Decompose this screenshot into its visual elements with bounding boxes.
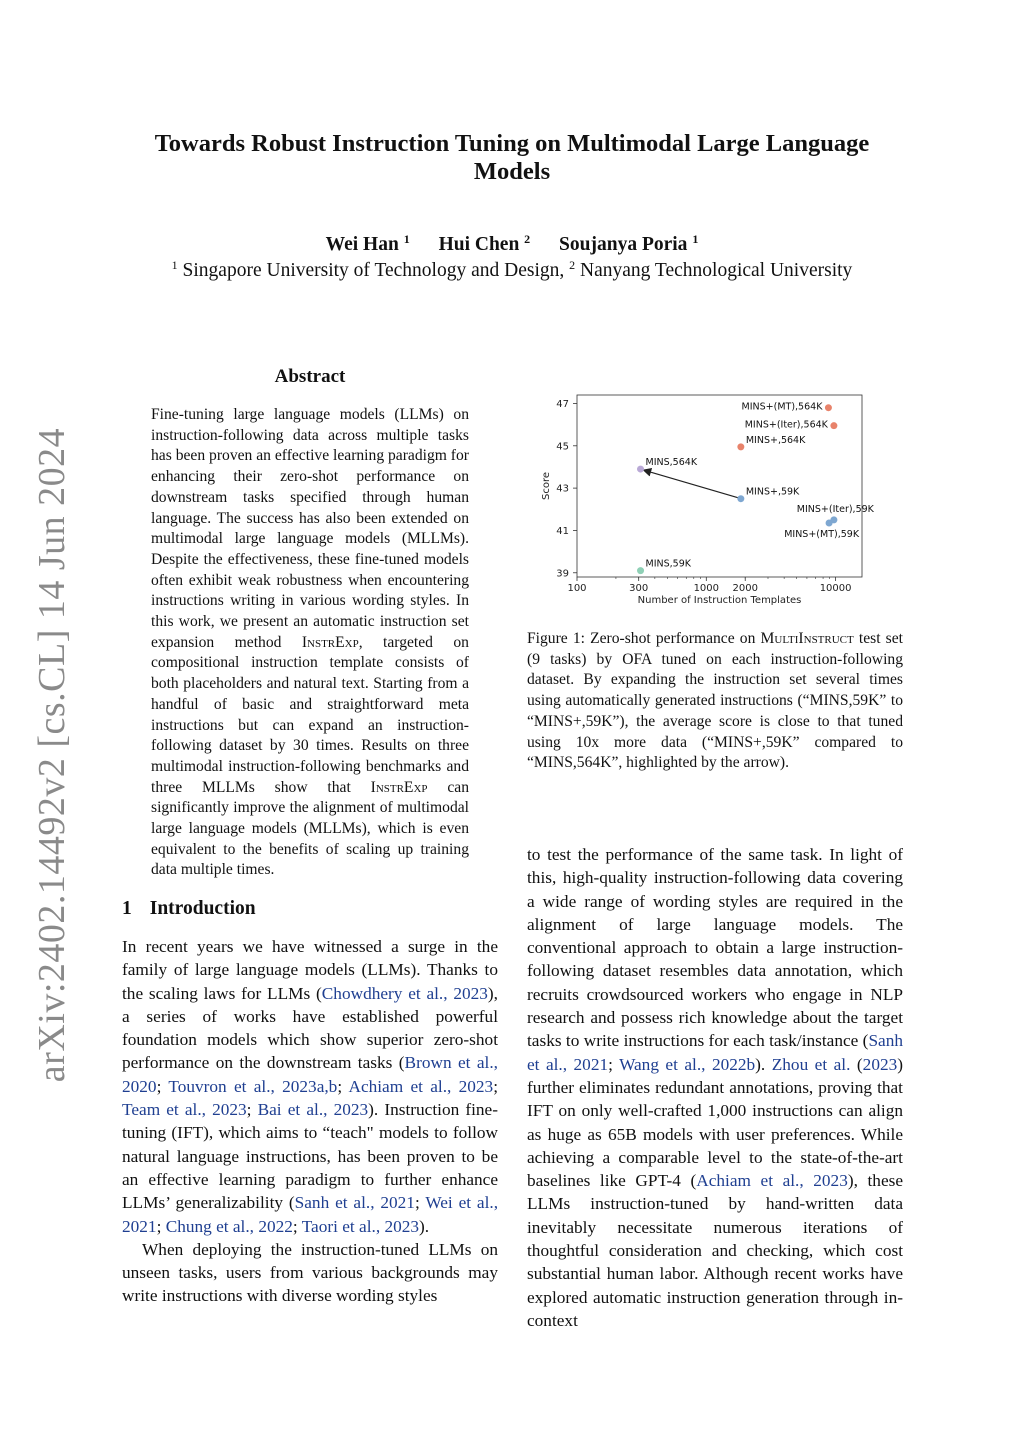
abstract-heading: Abstract: [274, 366, 346, 387]
citation-link[interactable]: Bai et al., 2023: [257, 1100, 369, 1120]
highlight-arrow: [644, 470, 738, 498]
citation-link[interactable]: Touvron et al., 2023a,b: [168, 1076, 338, 1096]
dataset-name: MultiInstruct: [760, 630, 854, 647]
y-tick-label: 41: [556, 525, 569, 537]
abstract-text: Fine-tuning large language models (LLMs) on instruction-following data across multiple tasks has been proven an effective learning paradigm for enhancing their zero-shot performance on downstream tasks specified through human language. The success has also been extended on multimodal large language models (MLLMs). Despite the effectiveness, these fine-tuned models often exhibit weak robustness when encountering instructions writing in various wording styles. In this work, we present an automatic instruction set expansion method InstrExp, targeted on compositional instruction template consists of both placeholders and natural text. Starting from a handful of basic and straightforward meta instructions but can expand an instruction-following dataset by 30 times. Results on three multimodal instruction-following benchmarks and three MLLMs show that InstrExp can significantly improve the alignment of multimodal large language models (MLLMs), which is even equivalent to the benefits of scaling up training data multiple times.: [151, 406, 469, 879]
paper-title: Towards Robust Instruction Tuning on Multimodal Large Language Models: [154, 130, 870, 185]
citation-link[interactable]: 2023: [862, 1054, 898, 1074]
citation-link[interactable]: Achiam et al., 2023: [348, 1076, 494, 1096]
x-tick-label: 300: [629, 583, 649, 594]
affiliations: $^1$ Singapore University of Technology and Design, $^2$ Nanyang Technological University: [171, 258, 853, 281]
data-point-label: MINS,59K: [645, 558, 692, 570]
data-point: [737, 443, 744, 450]
citation-link[interactable]: Zhou et al.: [771, 1054, 851, 1074]
intro-paragraph-1: In recent years we have witnessed a surge in the family of large language models (LLMs). Thanks to the scaling laws for LLMs (Chowdhery et al., 2023), a series of works have established powerful foundation models which show superior zero-shot performance on the downstream tasks (Brown et al., 2020; Touvron et al., 2023a,b; Achiam et al., 2023; Team et al., 2023; Bai et al., 2023). Instruction fine-tuning (IFT), which aims to “teach" models to follow natural language instructions, has been proven to be an effective learning paradigm to further enhance LLMs’ generalizability (Sanh et al., 2021; Wei et al., 2021; Chung et al., 2022; Taori et al., 2023).: [122, 937, 499, 1236]
citation-link[interactable]: Sanh et al., 2021: [527, 1031, 903, 1074]
x-tick-label: 10000: [819, 583, 852, 594]
data-point-label: MINS,564K: [645, 457, 698, 469]
intro-right-column: [527, 843, 903, 1332]
x-tick-label: 100: [567, 583, 587, 594]
data-point: [830, 422, 837, 429]
intro-paragraph-2: When deploying the instruction-tuned LLMs on unseen tasks, users from various backgrounds may write instructions with diverse wording styles: [122, 1239, 498, 1306]
arxiv-sidebar-stamp: arXiv:2402.14492v2 [cs.CL] 14 Jun 2024: [31, 427, 73, 1083]
citation-link[interactable]: Sanh et al., 2021: [294, 1193, 415, 1213]
data-point-label: MINS+(Iter),59K: [796, 503, 874, 515]
data-point-label: MINS+(MT),564K: [741, 401, 823, 413]
author: Hui Chen $^2$: [438, 232, 531, 255]
citation-link[interactable]: Team et al., 2023: [122, 1100, 247, 1120]
data-point: [825, 404, 832, 411]
x-tick-label: 2000: [732, 583, 758, 594]
y-tick-label: 39: [556, 568, 569, 580]
citation-link[interactable]: Achiam et al., 2023: [696, 1171, 848, 1191]
intro-left-column: [122, 935, 498, 1308]
data-point-label: MINS+(Iter),564K: [744, 419, 828, 431]
author: Wei Han $^1$: [325, 232, 410, 255]
citation-link[interactable]: Chowdhery et al., 2023: [321, 983, 488, 1003]
y-tick-label: 47: [556, 398, 569, 410]
y-axis-label: Score: [541, 471, 552, 501]
data-point-label: MINS+(MT),59K: [784, 529, 860, 541]
citation-link[interactable]: Taori et al., 2023: [301, 1216, 420, 1236]
y-tick-label: 43: [556, 483, 569, 495]
data-point-label: MINS+,59K: [745, 486, 800, 498]
citation-link[interactable]: Chung et al., 2022: [165, 1216, 293, 1236]
figure-1-caption: Figure 1: Zero-shot performance on MultiInstruct test set (9 tasks) by OFA tuned on each instruction-following dataset. By expanding the instruction set several times using automatically generated instructions (“MINS,59K” to “MINS+,59K”), the average score is close to that tuned using 10x more data (“MINS+,59K” compared to “MINS,564K”, highlighted by the arrow).: [527, 630, 903, 772]
citation-link[interactable]: Brown et al., 2020: [122, 1053, 498, 1096]
method-name: InstrExp: [301, 633, 359, 651]
citation-link[interactable]: Wang et al., 2022b: [619, 1054, 756, 1074]
y-tick-label: 45: [556, 441, 569, 453]
author-list: [120, 232, 904, 256]
data-point: [826, 520, 833, 527]
citation-link[interactable]: Wei et al., 2021: [122, 1193, 499, 1236]
data-point: [637, 567, 644, 574]
x-tick-label: 1000: [693, 583, 720, 594]
method-name: InstrExp: [370, 778, 428, 796]
section-heading-introduction: 1 Introduction: [122, 898, 256, 919]
data-point-label: MINS+,564K: [745, 434, 806, 446]
data-point: [637, 466, 644, 473]
data-point: [737, 495, 744, 502]
intro-paragraph-continued: to test the performance of the same task. In light of this, high-quality instruction-following data covering a wide range of wording styles are required in the alignment of large language models. The conventional approach to obtain a large instruction-following dataset resembles data annotation, which recruits crowdsourced workers who engage in NLP research and possess rich knowledge about the target tasks to write instructions for each task/instance (Sanh et al., 2021; Wang et al., 2022b). Zhou et al. (2023) further eliminates redundant annotations, proving that IFT on only well-crafted 1,000 instructions can align as huge as 65B models with user preferences. While achieving a comparable level to the state-of-the-art baselines like GPT-4 (Achiam et al., 2023), these LLMs instruction-tuned by hand-written data inevitably necessitate numerous iterations of thoughtful consideration and checking, which cost substantial human labor. Although recent works have explored automatic instruction generation through in-context: [527, 845, 904, 1330]
x-axis-label: Number of Instruction Templates: [637, 595, 802, 606]
author: Soujanya Poria $^1$: [559, 232, 699, 255]
figure-1-chart: [527, 385, 907, 620]
scatter-plot: [527, 385, 907, 620]
